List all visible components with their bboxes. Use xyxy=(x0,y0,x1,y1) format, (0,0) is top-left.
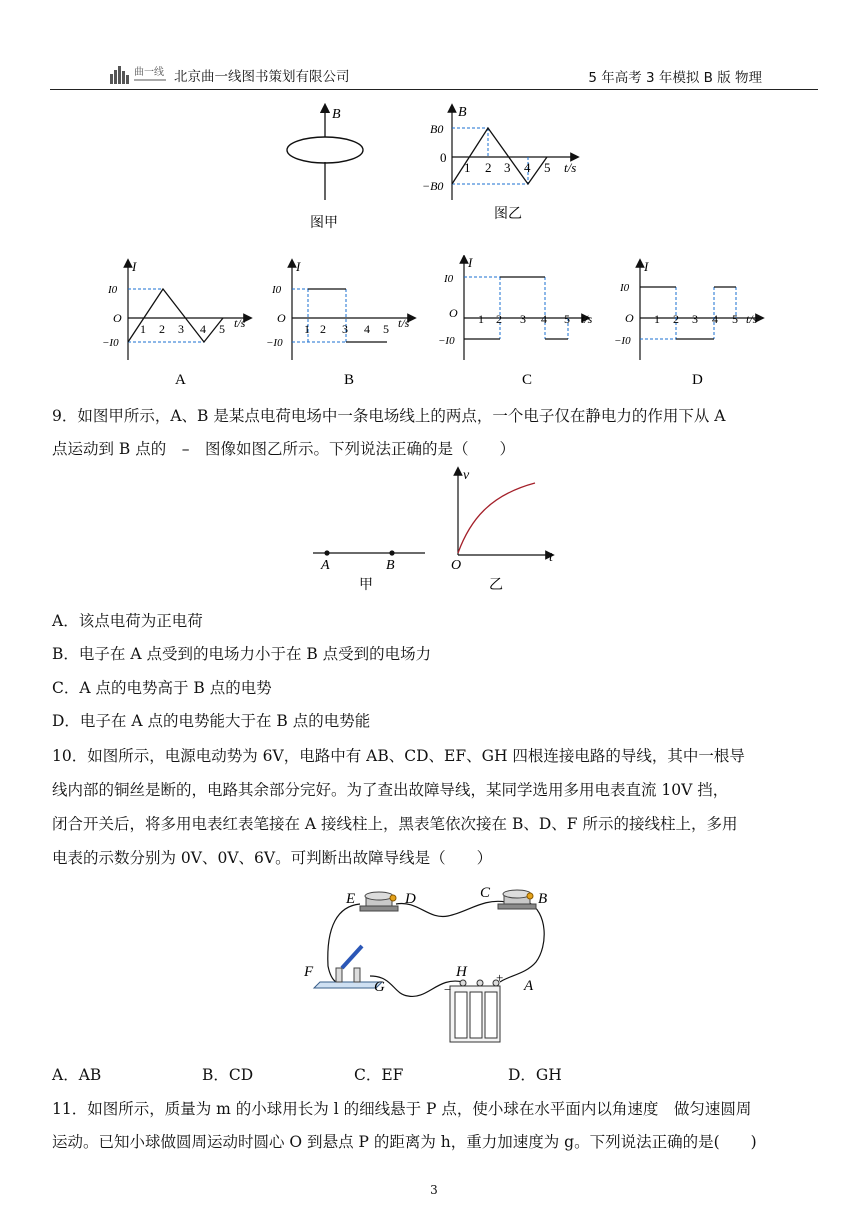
option-c-tick-neg-i0: −I0 xyxy=(438,335,455,347)
q10-stem-line-1: 10．如图所示，电源电动势为 6V，电路中有 AB、CD、EF、GH 四根连接电路的导线，其中一根导 xyxy=(52,747,745,765)
logo-text: 曲一线 xyxy=(134,67,164,78)
q9-option-d: D．电子在 A 点的电势能大于在 B 点的电势能 xyxy=(52,712,371,730)
option-a-caption: A xyxy=(175,372,186,388)
fig-yi-x-label: t/s xyxy=(564,160,577,175)
circuit-label-e: E xyxy=(346,891,356,907)
fig-yi-x-tick-2: 2 xyxy=(485,160,492,175)
series-title: 5 年高考 3 年模拟 B 版 物理 xyxy=(588,70,762,86)
q9-point-b: B xyxy=(386,558,395,573)
option-b-x-tick-5: 5 xyxy=(383,322,389,336)
option-d-x-tick-1: 1 xyxy=(654,312,660,326)
option-a-tick-neg-i0: −I0 xyxy=(102,337,119,349)
q10-option-c: C．EF xyxy=(354,1066,404,1084)
q9-v-label: v xyxy=(463,468,470,483)
fig-jia-loop-diagram xyxy=(275,100,385,235)
option-c-y-label: I xyxy=(468,255,473,270)
fig-yi-x-tick-4: 4 xyxy=(524,160,531,175)
option-a-x-tick-4: 4 xyxy=(200,322,206,336)
q10-option-a: A．AB xyxy=(52,1066,102,1084)
company-name: 北京曲一线图书策划有限公司 xyxy=(174,69,350,85)
option-d-x-tick-4: 4 xyxy=(712,312,718,326)
option-a-origin: O xyxy=(113,311,122,325)
page-header-left xyxy=(108,62,350,88)
fig-yi-x-tick-3: 3 xyxy=(504,160,511,175)
q9-option-c: C．A 点的电势高于 B 点的电势 xyxy=(52,679,272,697)
circuit-label-h: H xyxy=(456,964,467,980)
option-d-x-label: t/s xyxy=(746,312,758,326)
option-b-x-tick-4: 4 xyxy=(364,322,370,336)
option-d-x-tick-5: 5 xyxy=(732,312,738,326)
q9-caption-yi: 乙 xyxy=(489,577,503,593)
option-d-caption: D xyxy=(692,372,703,388)
switch xyxy=(314,946,382,988)
option-a-x-tick-3: 3 xyxy=(178,322,184,336)
q10-circuit-figure xyxy=(298,876,568,1046)
option-c-caption: C xyxy=(522,372,533,388)
option-c-origin: O xyxy=(449,306,458,320)
fig-yi-tick-b0: B0 xyxy=(430,122,444,136)
option-c-graph xyxy=(436,255,606,390)
option-c-tick-i0: I0 xyxy=(444,273,454,285)
fig-yi-tick-neg-b0: −B0 xyxy=(422,179,444,193)
terminal-ed xyxy=(360,892,398,911)
q9-stem-line-1: 9．如图甲所示，A、B 是某点电荷电场中一条电场线上的两点，一个电子仅在静电力的作用下从 A xyxy=(52,407,726,425)
q9-option-b: B．电子在 A 点受到的电场力小于在 B 点受到的电场力 xyxy=(52,645,432,663)
fig-yi-x-tick-5: 5 xyxy=(544,160,551,175)
circuit-label-b: B xyxy=(538,891,548,907)
option-b-y-label: I xyxy=(296,259,301,274)
company-logo xyxy=(108,62,170,88)
option-d-origin: O xyxy=(625,311,634,325)
option-a-x-tick-2: 2 xyxy=(159,322,165,336)
q9-t-label: t xyxy=(549,550,553,565)
option-a-x-label: t/s xyxy=(234,316,246,330)
circuit-label-c: C xyxy=(480,885,491,901)
option-d-x-tick-3: 3 xyxy=(692,312,698,326)
option-b-tick-i0: I0 xyxy=(272,284,282,296)
option-c-x-tick-5: 5 xyxy=(564,312,570,326)
header-divider xyxy=(50,89,818,90)
q10-option-d: D．GH xyxy=(508,1066,562,1084)
fig-yi-tick-zero: 0 xyxy=(440,150,447,165)
option-c-x-label: t/s xyxy=(581,312,593,326)
q10-option-b: B．CD xyxy=(202,1066,254,1084)
q9-caption-jia: 甲 xyxy=(359,577,373,593)
option-d-y-label: I xyxy=(644,259,649,274)
option-d-tick-i0: I0 xyxy=(620,282,630,294)
option-d-graph xyxy=(612,255,772,390)
option-d-tick-neg-i0: −I0 xyxy=(614,335,631,347)
option-b-x-tick-2: 2 xyxy=(320,322,326,336)
q10-stem-line-2: 线内部的铜丝是断的，电路其余部分完好。为了查出故障导线，某同学选用多用电表直流 10V 挡， xyxy=(52,781,729,799)
terminal-cb xyxy=(498,890,536,909)
fig-yi-x-tick-1: 1 xyxy=(464,160,471,175)
battery-plus-sign: + xyxy=(496,970,504,985)
option-a-y-label: I xyxy=(132,259,137,274)
fig-jia-caption: 图甲 xyxy=(310,215,338,231)
fig-yi-y-label: B xyxy=(458,105,467,120)
q9-point-a: A xyxy=(321,558,330,573)
q11-stem-line-2: 运动。已知小球做圆周运动时圆心 O 到悬点 P 的距离为 h，重力加速度为 g。下列说法正确的是( ) xyxy=(52,1133,757,1151)
option-a-graph xyxy=(100,255,260,390)
battery xyxy=(450,980,500,1042)
fig-yi-caption: 图乙 xyxy=(494,206,522,222)
q10-stem-line-3: 闭合开关后，将多用电表红表笔接在 A 接线柱上，黑表笔依次接在 B、D、F 所示的接线柱上，多用 xyxy=(52,815,738,833)
circuit-label-d: D xyxy=(405,891,416,907)
circuit-label-g: G xyxy=(374,979,385,995)
option-b-tick-neg-i0: −I0 xyxy=(266,337,283,349)
option-d-x-tick-2: 2 xyxy=(673,312,679,326)
option-c-x-tick-3: 3 xyxy=(520,312,526,326)
option-c-x-tick-2: 2 xyxy=(496,312,502,326)
option-a-tick-i0: I0 xyxy=(108,284,118,296)
q11-stem-line-1: 11．如图所示，质量为 m 的小球用长为 l 的细线悬于 P 点，使小球在水平面内以角速度 做匀速圆周 xyxy=(52,1100,752,1118)
battery-minus-sign: − xyxy=(444,982,452,997)
option-b-graph xyxy=(264,255,424,390)
q9-figure xyxy=(305,465,575,595)
q9-stem-line-2: 点运动到 B 点的 – 图像如图乙所示。下列说法正确的是（ ） xyxy=(52,440,515,458)
q9-option-a: A．该点电荷为正电荷 xyxy=(52,612,203,630)
option-b-x-label: t/s xyxy=(398,316,410,330)
option-c-x-tick-4: 4 xyxy=(541,312,547,326)
option-a-x-tick-1: 1 xyxy=(140,322,146,336)
page-number: 3 xyxy=(430,1183,438,1197)
circuit-label-f: F xyxy=(304,964,314,980)
q9-origin: O xyxy=(451,558,462,573)
option-c-x-tick-1: 1 xyxy=(478,312,484,326)
fig-yi-b-t-graph xyxy=(420,100,590,225)
option-b-origin: O xyxy=(277,311,286,325)
option-b-caption: B xyxy=(344,372,355,388)
option-a-x-tick-5: 5 xyxy=(219,322,225,336)
option-b-x-tick-3: 3 xyxy=(342,322,348,336)
q10-stem-line-4: 电表的示数分别为 0V、0V、6V。可判断出故障导线是（ ） xyxy=(52,849,493,867)
option-b-x-tick-1: 1 xyxy=(304,322,310,336)
fig-jia-b-label: B xyxy=(332,107,341,122)
circuit-label-a: A xyxy=(524,978,534,994)
